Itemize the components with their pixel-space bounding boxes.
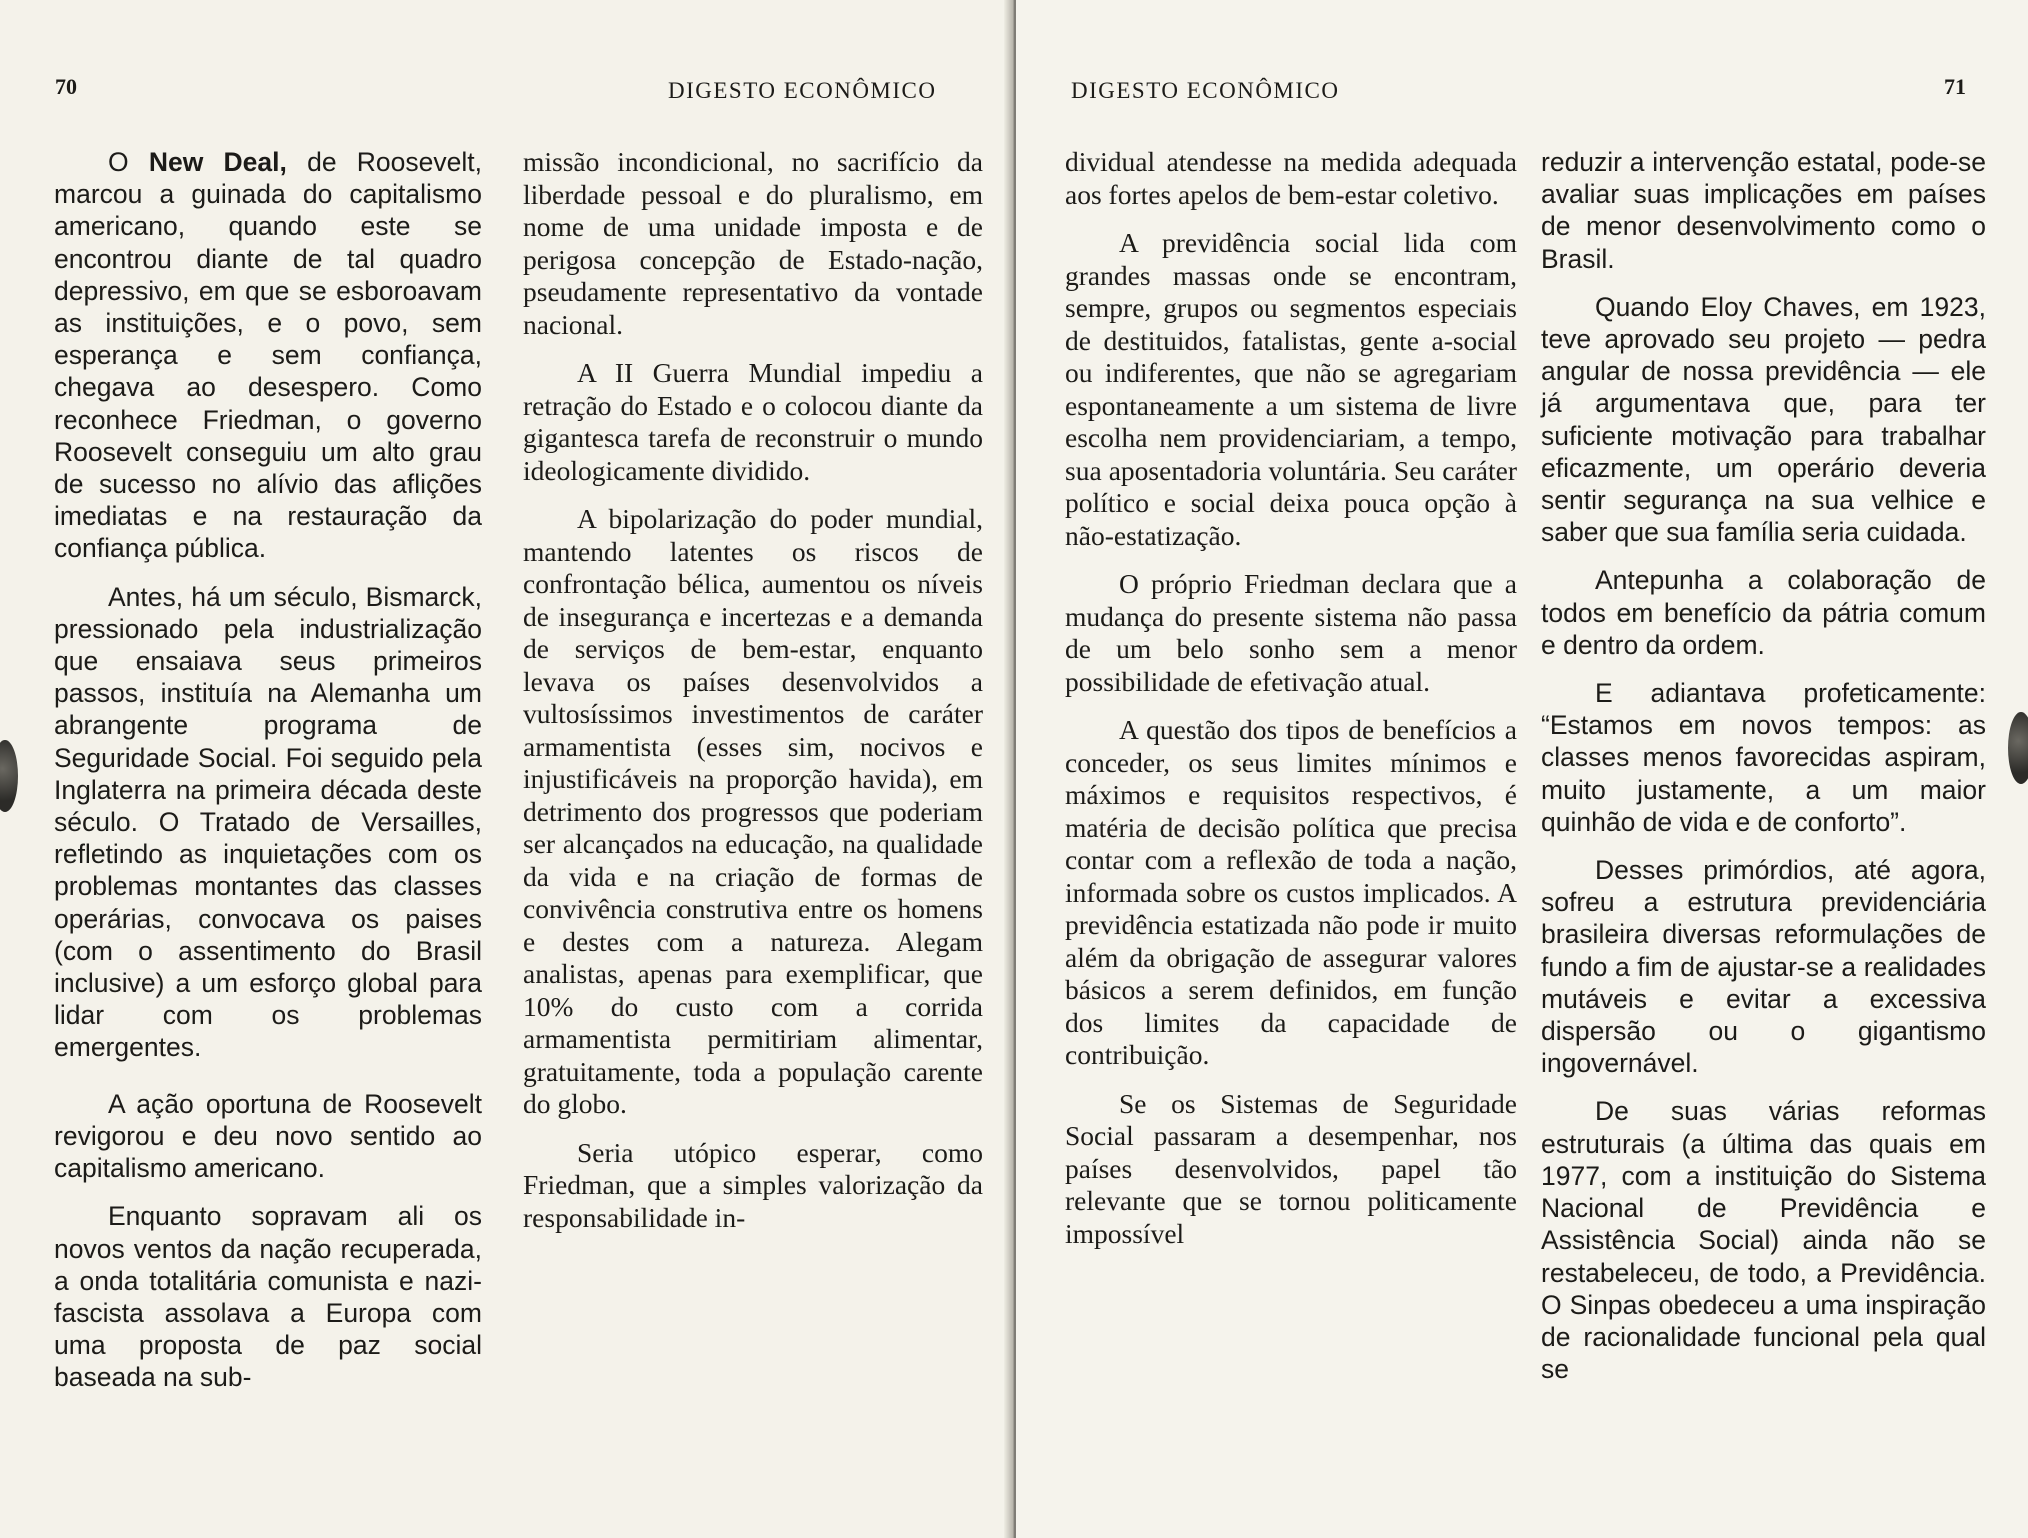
right-page — [1016, 0, 2028, 1538]
binding-hole — [2008, 712, 2028, 784]
page-number: 70 — [55, 74, 77, 99]
paragraph: A ação oportuna de Roosevelt revigorou e deu novo sentido ao capitalismo americano. — [54, 1088, 482, 1184]
paragraph: A previdência social lida com grandes massas onde se encontram, sempre, grupos ou segmentos especiais de destituidos, fatalistas, gente a-social ou indiferentes, que não se agregariam espontaneamente a um sistema de livre escolha nem providenciariam, a tempo, sua aposentadoria voluntária. Seu caráter político e social deixa pouca opção à não-estatização. — [1065, 227, 1517, 551]
paragraph — [54, 146, 482, 565]
paragraph: A questão dos tipos de benefícios a conceder, os seus limites mínimos e máximos e requisitos respectivos, é matéria de decisão política que precisa contar com a reflexão de toda a nação, informada sobre os custos implicados. A previdência estatizada não pode ir muito além da obrigação de assegurar valores básicos a serem definidos, em função dos limites da capacidade de contribuição. — [1065, 714, 1517, 1070]
paragraph: reduzir a intervenção estatal, pode-se avaliar suas implicações em países de menor desenvolvimento como o Brasil. — [1541, 147, 1986, 274]
paragraph: Quando Eloy Chaves, em 1923, teve aprovado seu projeto — pedra angular de nossa previdência — ele já argumentava que, para ter suficiente motivação para trabalhar eficazmente, um operário deveria sentir segurança na sua velhice e saber que sua família seria cuidada. — [1541, 291, 1986, 548]
paragraph: O próprio Friedman declara que a mudança do presente sistema não passa de um belo sonho sem a menor possibilidade de efetivação atual. — [1065, 568, 1517, 697]
running-head: DIGESTO ECONÔMICO — [1071, 78, 1340, 103]
paragraph: Antes, há um século, Bismarck, pressionado pela industrialização que ensaiava seus primeiros passos, instituía na Alemanha um abrangente programa de Seguridade Social. Foi seguido pela Inglaterra na primeira década deste século. O Tratado de Versailles, refletindo as inquietações com os problemas montantes das classes operárias, convocava os paises (com o assentimento do Brasil inclusive) a um esforço global para lidar com os problemas emergentes. — [54, 581, 482, 1063]
paragraph: Antepunha a colaboração de todos em benefício da pátria comum e dentro da ordem. — [1541, 565, 1986, 660]
paragraph: A bipolarização do poder mundial, mantendo latentes os riscos de confrontação bélica, aumentou os níveis de insegurança e incertezas e a demanda de serviços de bem-estar, enquanto levava os países desenvolvidos a vultosíssimos investimentos de caráter armamentista (esses sim, nocivos e injustificáveis na proporção havida), em detrimento dos progressos que poderiam ser alcançados na educação, na qualidade da vida e na criação de formas de convivência construtiva entre os homens e destes com a natureza. Alegam analistas, apenas para exemplificar, que 10% do custo com a corrida armamentista permitiriam alimentar, gratuitamente, toda a população carente do globo. — [523, 503, 983, 1119]
text-column-right-1 — [1065, 146, 1517, 1266]
paragraph: De suas várias reformas estruturais (a última das quais em 1977, com a instituição do Sistema Nacional de Previdência e Assistência Social) ainda não se restabeleceu, de todo, a Previdência. O Sinpas obedeceu a uma inspiração de racionalidade funcional pela qual se — [1541, 1096, 1986, 1385]
text-column-right-2 — [1541, 146, 1986, 1401]
binding-hole — [0, 740, 18, 812]
paragraph: Seria utópico esperar, como Friedman, que a simples valorização da responsabilidade in- — [523, 1136, 983, 1233]
running-head: DIGESTO ECONÔMICO — [668, 78, 937, 103]
paragraph-lead: O — [108, 147, 149, 177]
paragraph: A II Guerra Mundial impediu a retração do Estado e o colocou diante da gigantesca tarefa de reconstruir o mundo ideologicamente dividido. — [523, 357, 983, 486]
paragraph-text: de Roosevelt, marcou a guinada do capitalismo americano, quando este se encontrou diante de tal quadro depressivo, em que se esboroavam as instituições, e o povo, sem esperança e sem confiança, chegava ao desespero. Como reconhece Friedman, o governo Roosevelt conseguiu um alto grau de sucesso no alívio das aflições imediatas e na restauração da confiança pública. — [54, 147, 482, 564]
paragraph: dividual atendesse na medida adequada aos fortes apelos de bem-estar coletivo. — [1065, 146, 1517, 210]
paragraph: E adiantava profeticamente: “Estamos em novos tempos: as classes menos favorecidas aspiram, muito justamente, a um maior quinhão de vida e de conforto”. — [1541, 678, 1986, 837]
paragraph: Desses primórdios, até agora, sofreu a estrutura previdenciária brasileira diversas reformulações de fundo a fim de ajustar-se a realidades mutáveis e evitar a excessiva dispersão ou o gigantismo ingovernável. — [1541, 855, 1986, 1079]
text-column-left-1 — [54, 146, 482, 1410]
text-column-left-2 — [523, 146, 983, 1250]
paragraph: missão incondicional, no sacrifício da liberdade pessoal e do pluralismo, em nome de uma unidade imposta e de perigosa concepção de Estado-nação, pseudamente representativo da vontade nacional. — [523, 146, 983, 340]
paragraph: Enquanto sopravam ali os novos ventos da nação recuperada, a onda totalitária comunista e nazi-fascista assolava a Europa com uma proposta de paz social baseada na sub- — [54, 1201, 482, 1393]
emphasis-new-deal: New Deal, — [148, 147, 287, 177]
left-page — [0, 0, 1012, 1538]
page-number: 71 — [1944, 74, 1966, 99]
paragraph: Se os Sistemas de Seguridade Social passaram a desempenhar, nos países desenvolvidos, papel tão relevante que se tornou politicamente impossível — [1065, 1087, 1517, 1249]
